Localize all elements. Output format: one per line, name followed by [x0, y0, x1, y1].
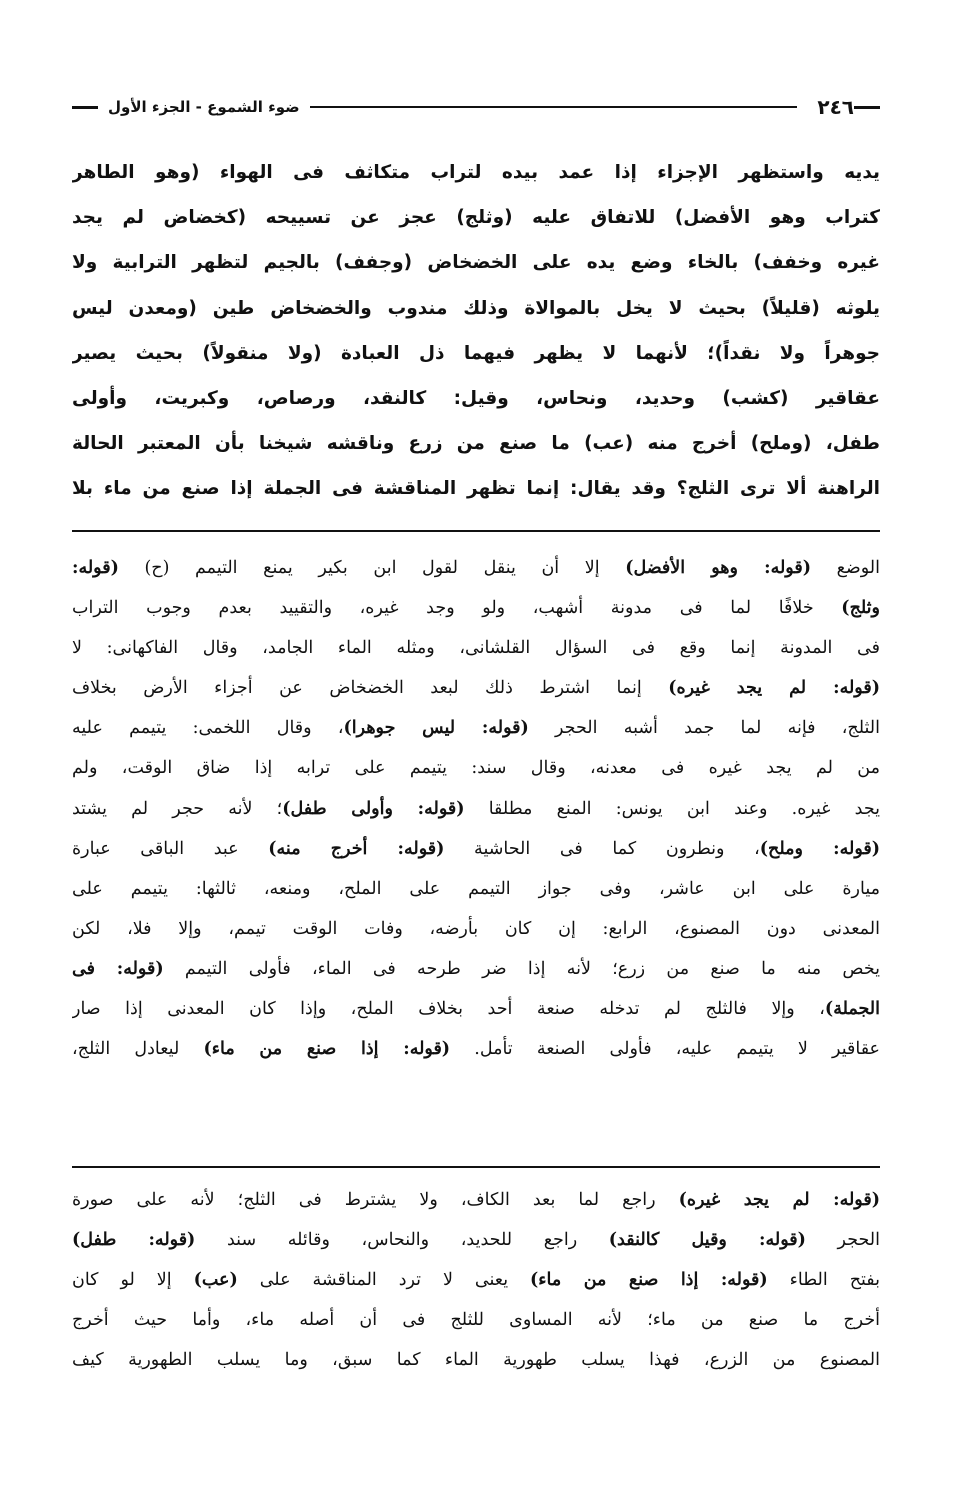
- commentary-lemma: (قوله: لم يجد غيره): [678, 1190, 880, 1210]
- commentary-line: [72, 1300, 880, 1340]
- commentary-line: [72, 1220, 880, 1260]
- header-dash-right: [854, 106, 880, 109]
- running-title: ضوء الشموع - الجزء الأول: [108, 98, 300, 116]
- commentary-text: الوضع: [810, 558, 880, 578]
- main-text: [72, 150, 880, 512]
- main-line: غيره وخفف) بالخاء وضع يده على الخضخاض (وجفف) بالجيم لتظهر الترابية ولا: [72, 252, 880, 274]
- running-header: [72, 92, 880, 122]
- separator-notes: [72, 1166, 880, 1168]
- commentary-text: يخص منه ما صنع من زرع؛ لأنه إذا ضر طرحه فى الماء، فأولى التيمم: [163, 958, 880, 979]
- commentary-lemma: (قوله: وقيل كالنقد): [608, 1230, 806, 1251]
- commentary-line: [72, 789, 880, 829]
- commentary-text: خلافًا لما فى مدونة أشهب، ولو وجد غيره، والتقييد بعدم وجوب التراب: [72, 598, 842, 619]
- main-line: جوهراً ولا نقداً)؛ لأنهما لا يظهر فيهما ذل العبادة (ولا منقولاً) بحيث يصير: [72, 342, 880, 364]
- commentary-line: [72, 748, 880, 788]
- commentary-lemma: (قوله: وملح): [759, 838, 880, 859]
- commentary-line: [72, 548, 880, 588]
- commentary-text: أخرج ما صنع من ماء؛ لأنه المساوى للثلج فى أن أصله ماء، وأما حيث أخرج: [72, 1310, 880, 1331]
- commentary-line: [72, 989, 880, 1029]
- commentary-lemma: (قوله: إذا صنع من ماء): [203, 1039, 451, 1060]
- main-line: كتراب وهو الأفضل) للاتفاق عليه (وثلج) عجز عن تسييحه (كخضاض لم يجد: [72, 207, 880, 229]
- commentary-text: راجع للحديد، والنحاس، وقائله سند: [195, 1230, 609, 1251]
- commentary-text: فى المدونة إنما وقع فى السؤال القلشانى، ومثله الماء الجامد، وقال الفاكهانى: لا: [72, 638, 880, 659]
- main-line: يديه واستظهر الإجزاء إذا عمد بيده لتراب متكاثف فى الهواء (وهو الطاهر: [72, 162, 880, 183]
- commentary-line: [72, 588, 880, 628]
- page-number: ٢٤٦: [817, 95, 854, 119]
- main-line: يلوثه (قليلاً) بحيث لا يخل بالموالاة وذلك مندوب والخضخاض طين (ومعدن ليس: [72, 297, 880, 319]
- commentary-line: [72, 869, 880, 909]
- commentary-lemma: (قوله: أخرج منه): [268, 838, 445, 859]
- commentary-text: ، ونطرون كما فى الحاشية: [444, 838, 760, 859]
- commentary-text: الحجر: [805, 1230, 880, 1251]
- commentary-text: عقاقير لا يتيمم عليه، فأولى الصنعة تأمل.: [450, 1039, 880, 1060]
- commentary-line: [72, 829, 880, 869]
- commentary-text: عبد الباقى عبارة: [72, 838, 269, 859]
- commentary-lemma: (قوله: لم يجد غيره): [668, 678, 880, 699]
- commentary-lemma: (عب): [193, 1270, 238, 1291]
- commentary-text: يجد غيره. وعند ابن يونس: المنع مطلقا: [464, 798, 880, 819]
- commentary-line: [72, 909, 880, 949]
- commentary-line: [72, 628, 880, 668]
- commentary-lemma: (قوله: طفل): [72, 1230, 196, 1251]
- commentary-text: يعنى لا ترد المناقشة على: [237, 1270, 531, 1291]
- commentary-line: [72, 1260, 880, 1300]
- header-dash-left: [72, 106, 98, 109]
- commentary-text: ، وقال اللخمى: يتيمم عليه: [72, 718, 344, 739]
- commentary-text: ، وإلا فالثلج لم تدخله صنعة أحد بخلاف الملح، وإذا كان المعدنى إذا صار: [72, 999, 825, 1020]
- commentary-text: إلا لو كان: [72, 1270, 194, 1291]
- commentary-line: [72, 949, 880, 989]
- commentary-lemma: (قوله: وهو الأفضل): [625, 558, 811, 578]
- commentary-text: من لم يجد غيره فى معدنه، وقال سند: يتيمم على ترابه إذا ضاق الوقت، ولم: [72, 758, 880, 779]
- commentary-2: [72, 1180, 880, 1380]
- commentary-line: [72, 1340, 880, 1380]
- commentary-1: [72, 548, 880, 1069]
- commentary-lemma: (قوله: إذا صنع من ماء): [530, 1270, 768, 1291]
- main-line: الراهنة ألا ترى الثلج؟ وقد يقال: إنما تظهر المناقشة فى الجملة إذا صنع من ماء بلا: [72, 478, 880, 500]
- commentary-lemma: وثلج): [841, 598, 880, 619]
- commentary-line: [72, 708, 880, 748]
- commentary-text: ميارة على ابن عاشر، وفى جواز التيمم على الملح، ومنعه، ثالثها: يتيمم على: [72, 878, 880, 899]
- main-line: عقاقير (كشب) وحديد، ونحاس، وقيل: كالنقد، ورصاص، وكبريت، وأولى: [72, 387, 880, 409]
- commentary-lemma: (قوله: وأولى طفل): [282, 798, 465, 819]
- commentary-text: ليعادل الثلج،: [72, 1039, 204, 1060]
- commentary-lemma: (قوله: فى: [72, 958, 164, 979]
- commentary-line: [72, 668, 880, 708]
- commentary-text: إنما اشترط ذلك لبعد الخضخاض عن أجزاء الأرض بخلاف: [72, 678, 669, 699]
- header-rule: [310, 106, 798, 108]
- commentary-line: [72, 1180, 880, 1220]
- commentary-text: راجع لما بعد الكاف، ولا يشترط فى الثلج؛ لأنه على صورة: [72, 1190, 679, 1210]
- commentary-text: المعدنى دون المصنوع، الرابع: إن كان بأرضه، وفات الوقت تيمم، وإلا فلا، لكن: [72, 918, 880, 939]
- commentary-text: ؛ لأنه حجر لم يشتد: [72, 798, 283, 819]
- commentary-text: بفتح الطاء: [767, 1270, 880, 1291]
- commentary-text: الثلج، فإنه لما جمد أشبه الحجر: [528, 718, 880, 739]
- main-line: طفل، (وملح) أخرج منه (عب) ما صنع من زرع وناقشه شيخنا بأن المعتبر الحالة: [72, 433, 880, 455]
- separator-main-notes: [72, 530, 880, 532]
- commentary-text: المصنوع من الزرع، فهذا يسلب طهورية الماء كما سبق، وما يسلب الطهورية كيف: [72, 1350, 880, 1371]
- commentary-lemma: (قوله:: [72, 558, 119, 578]
- commentary-text: إلا أن ينقل لقول ابن بكير يمنع التيمم (ح): [118, 558, 626, 578]
- commentary-lemma: (قوله: ليس جوهرا): [343, 718, 529, 739]
- commentary-lemma: الجملة): [824, 999, 880, 1020]
- commentary-line: [72, 1029, 880, 1069]
